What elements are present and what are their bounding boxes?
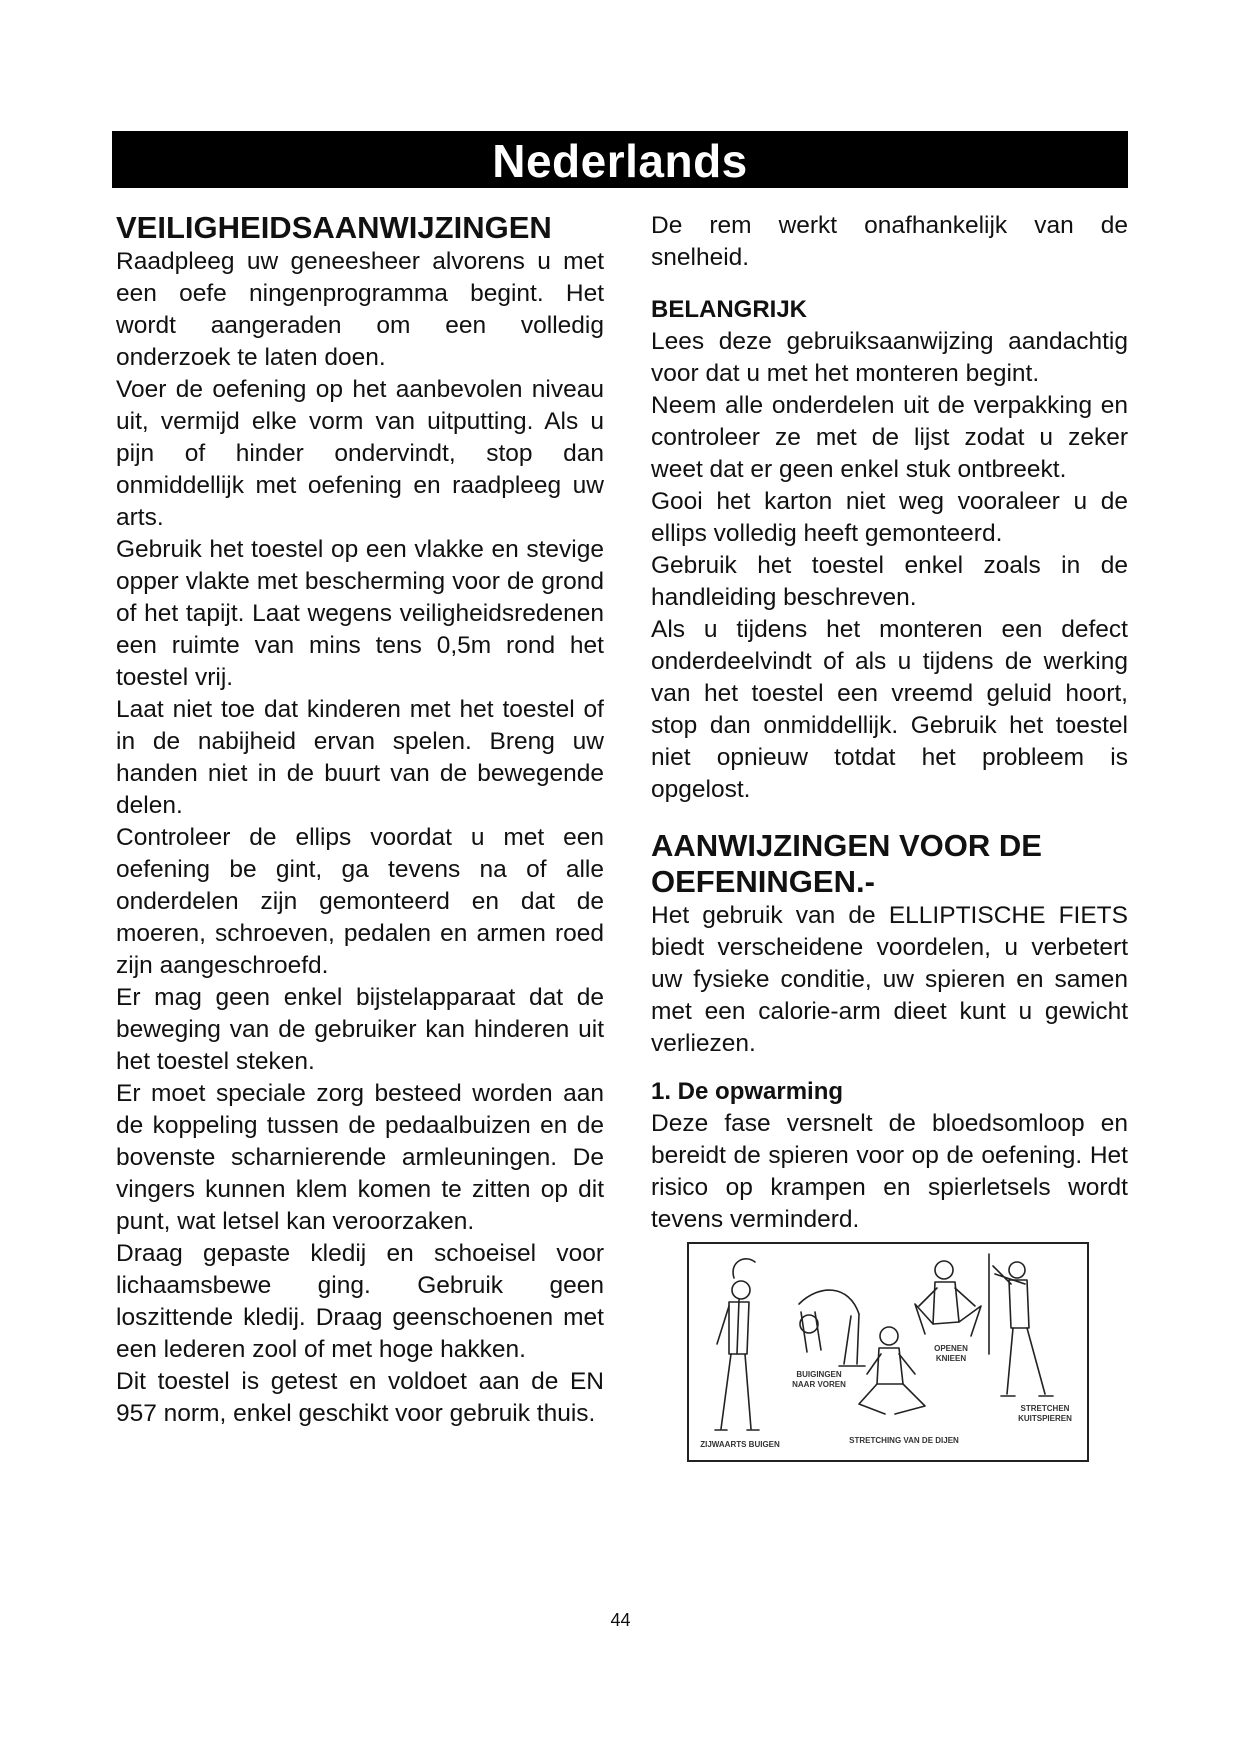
exercise-heading-line2: OEFENINGEN.- <box>651 864 875 899</box>
important-paragraph: Lees deze gebruiksaanwijzing aandachtig voor dat u met het monteren begint. <box>651 328 1128 387</box>
warmup-heading: 1. De opwarming <box>651 1078 844 1105</box>
label-forward-bend: BUIGINGEN NAAR VOREN <box>792 1370 846 1389</box>
thigh-stretch-figure <box>859 1327 925 1414</box>
safety-paragraph: Gebruik het toestel op een vlakke en stevige opper vlakte met bescherming voor de grond of het tapijt. Laat wegens veiligheidsredenen een ruimte van mins tens 0,5m rond het toestel vrij. <box>116 536 604 691</box>
safety-heading: VEILIGHEIDSAANWIJZINGEN <box>116 210 552 245</box>
safety-paragraph: Draag gepaste kledij en schoeisel voor lichaamsbewe ging. Gebruik geen loszittende kledij. Draag geenschoenen met een lederen zool of met hoge hakken. <box>116 1240 604 1363</box>
label-side-bend: ZIJWAARTS BUIGEN <box>700 1440 780 1449</box>
language-title: Nederlands <box>492 135 748 187</box>
exercise-heading <box>651 828 1128 900</box>
label-open-knees: OPENEN KNIEEN <box>934 1344 968 1363</box>
language-banner <box>112 131 1128 188</box>
forward-bend-figure <box>799 1290 865 1366</box>
warmup-text: Deze fase versnelt de bloedsomloop en bereidt de spieren voor op de oefening. Het risico op krampen en spierletsels wordt tevens verminderd. <box>651 1110 1128 1233</box>
safety-paragraph: Voer de oefening op het aanbevolen niveau uit, vermijd elke vorm van uitputting. Als u pijn of hinder ondervindt, stop dan onmiddellijk met oefening en raadpleeg uw arts. <box>116 376 604 531</box>
label-thigh-stretch: STRETCHING VAN DE DIJEN <box>849 1436 959 1445</box>
right-column <box>651 210 1128 1462</box>
side-bend-figure <box>715 1259 759 1430</box>
warmup-illustration <box>689 1244 1087 1460</box>
open-knees-figure <box>915 1261 981 1336</box>
brake-note: De rem werkt onafhankelijk van de snelheid. <box>651 212 1128 271</box>
safety-paragraph: Er mag geen enkel bijstelapparaat dat de beweging van de gebruiker kan hinderen uit het toestel steken. <box>116 984 604 1075</box>
safety-paragraph: Er moet speciale zorg besteed worden aan de koppeling tussen de pedaalbuizen en de bovenste scharnierende armleuningen. De vingers kunnen klem komen te zitten op dit punt, wat letsel kan veroorzaken. <box>116 1080 604 1235</box>
important-heading: BELANGRIJK <box>651 296 808 323</box>
left-column <box>116 210 604 1430</box>
calf-stretch-figure <box>989 1254 1053 1396</box>
safety-paragraph: Raadpleeg uw geneesheer alvorens u met een oefe ningenprogramma begint. Het wordt aangeraden om een volledig onderzoek te laten doen. <box>116 248 604 371</box>
important-paragraph: Als u tijdens het monteren een defect onderdeelvindt of als u tijdens de werking van het toestel een vreemd geluid hoort, stop dan onmiddellijk. Gebruik het toestel niet opnieuw totdat het probleem is opgelost. <box>651 616 1128 803</box>
exercise-heading-line1: AANWIJZINGEN VOOR DE <box>651 828 1042 863</box>
exercise-intro: Het gebruik van de ELLIPTISCHE FIETS biedt verscheidene voordelen, u verbetert uw fysieke conditie, uw spieren en samen met een calorie-arm dieet kunt u gewicht verliezen. <box>651 902 1128 1057</box>
safety-paragraph: Dit toestel is getest en voldoet aan de EN 957 norm, enkel geschikt voor gebruik thuis. <box>116 1368 604 1427</box>
page-number: 44 <box>610 1610 631 1630</box>
important-paragraph: Gebruik het toestel enkel zoals in de handleiding beschreven. <box>651 552 1128 611</box>
important-paragraph: Neem alle onderdelen uit de verpakking en controleer ze met de lijst zodat u zeker weet dat er geen enkel stuk ontbreekt. <box>651 392 1128 483</box>
warmup-exercises-figure <box>687 1242 1089 1462</box>
important-paragraph: Gooi het karton niet weg vooraleer u de ellips volledig heeft gemonteerd. <box>651 488 1128 547</box>
safety-paragraph: Controleer de ellips voordat u met een oefening be gint, ga tevens na of alle onderdelen zijn gemonteerd en dat de moeren, schroeven, pedalen en armen roed zijn aangeschroefd. <box>116 824 604 979</box>
safety-paragraph: Laat niet toe dat kinderen met het toestel of in de nabijheid ervan spelen. Breng uw handen niet in de buurt van de bewegende delen. <box>116 696 604 819</box>
label-calf-stretch: STRETCHEN KUITSPIEREN <box>1018 1404 1072 1423</box>
